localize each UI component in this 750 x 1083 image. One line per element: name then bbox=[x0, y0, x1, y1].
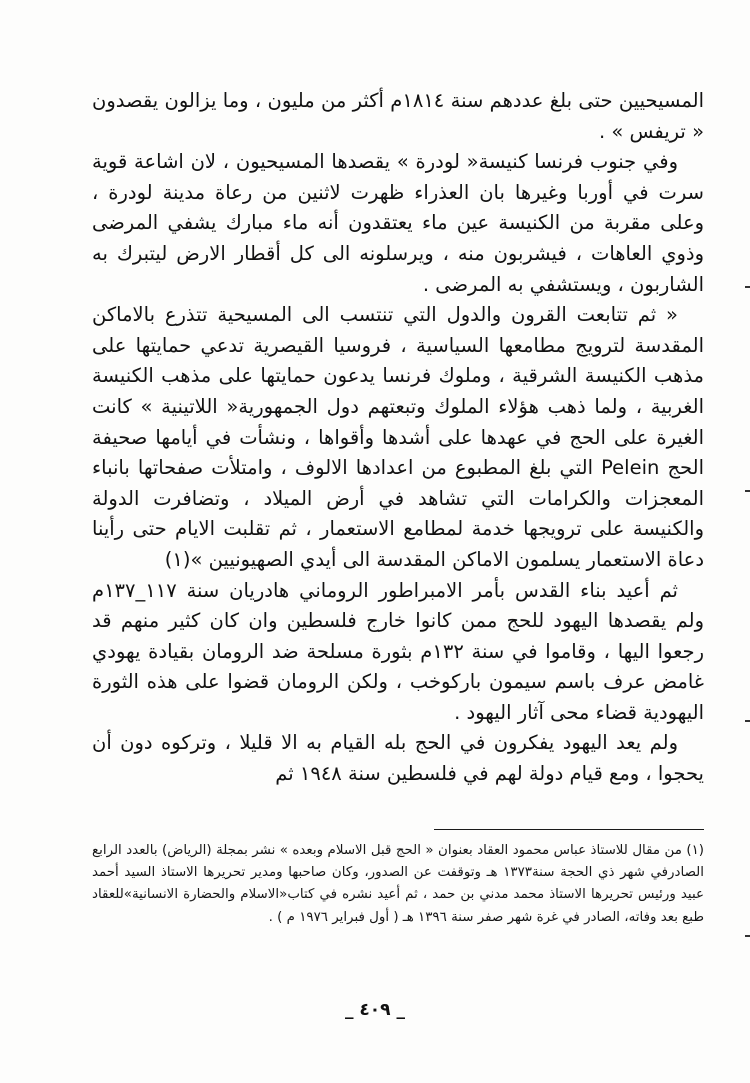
paragraph-continuation: المسيحيين حتى بلغ عددهم سنة ١٨١٤م أكثر من مليون ، وما يزالون يقصدون « تريفس » . bbox=[92, 89, 704, 143]
edge-mark bbox=[745, 490, 750, 492]
main-text bbox=[92, 86, 704, 790]
paragraph-quotation: « ثم تتابعت القرون والدول التي تنتسب الى المسيحية تتذرع بالاماكن المقدسة لترويج مطامعها السياسية ، فروسيا القيصرية تدعي حمايتها على مذهب الكنيسة الشرقية ، وملوك فرنسا يدعون حمايتها على مذهب الكنيسة الغربية ، ولما ذهب هؤلاء الملوك وتبعتهم دول الجمهورية« اللاتينية » كانت الغيرة على الحج في عهدها على أشدها وأقواها ، ونشأت في أيامها صحيفة الحج Pelein التي بلغ المطبوع من اعدادها الالوف ، وامتلأت صفحاتها بانباء المعجزات والكرامات التي تشاهد في أرض الميلاد ، وتضافرت الدولة والكنيسة على ترويجها خدمة لمطامع الاستعمار ، ثم تقلبت الايام حتى رأينا دعاة الاستعمار يسلمون الاماكن المقدسة الى أيدي الصهيونيين »(١) bbox=[92, 303, 704, 571]
paragraph-lourdes: وفي جنوب فرنسا كنيسة« لودرة » يقصدها المسيحيون ، لان اشاعة قوية سرت في أوربا وغيرها بان العذراء ظهرت لاثنين من رعاة مدينة لودرة ، وعلى مقربة من الكنيسة عين ماء يعتقدون أنه ماء مبارك يشفي المرضى وذوي العاهات ، فيشربون منه ، ويرسلونه الى كل أقطار الارض ليتبرك به الشاربون ، ويستشفي به المرضى . bbox=[92, 150, 704, 296]
edge-mark bbox=[745, 935, 750, 937]
paragraph-hadrian: ثم أعيد بناء القدس بأمر الامبراطور الروماني هادريان سنة ١١٧_١٣٧م ولم يقصدها اليهود للحج ممن كانوا خارج فلسطين وان كان كثير منهم قد رجعوا اليها ، وقاموا في سنة ١٣٢م بثورة مسلحة ضد الرومان بقيادة يهودي غامض عرف باسم سيمون باركوخب ، ولكن الرومان قضوا على هذه الثورة اليهودية قضاء محى آثار اليهود . bbox=[92, 578, 704, 724]
paragraph-jews-pilgrimage: ولم يعد اليهود يفكرون في الحج بله القيام به الا قليلا ، وتركوه دون أن يحجوا ، ومع قيام دولة لهم في فلسطين سنة ١٩٤٨ ثم bbox=[92, 731, 704, 786]
edge-mark bbox=[745, 720, 750, 722]
footnote: (١) من مقال للاستاذ عباس محمود العقاد بعنوان « الحج قبل الاسلام وبعده » نشر بمجلة (الرياض) بالعدد الرابع الصادرفي شهر ذي الحجة سنة١٣٧٣ هـ وتوقفت عن الصدور، وكان صاحبها ومدير تحريرها الاستاذ السيد أحمد عبيد ورئيس تحريرها الاستاذ محمد مدني بن حمد ، ثم أعيد نشره في كتاب«الاسلام والحضارة الانسانية»للعقاد طبع بعد وفاته، الصادر في غرة شهر صفر سنة ١٣٩٦ هـ ( أول فبراير ١٩٧٦ م ) . bbox=[92, 843, 704, 925]
page-number: _ ٤٠٩ _ bbox=[345, 1000, 405, 1020]
footnote-divider bbox=[434, 829, 704, 830]
edge-mark bbox=[745, 286, 750, 288]
